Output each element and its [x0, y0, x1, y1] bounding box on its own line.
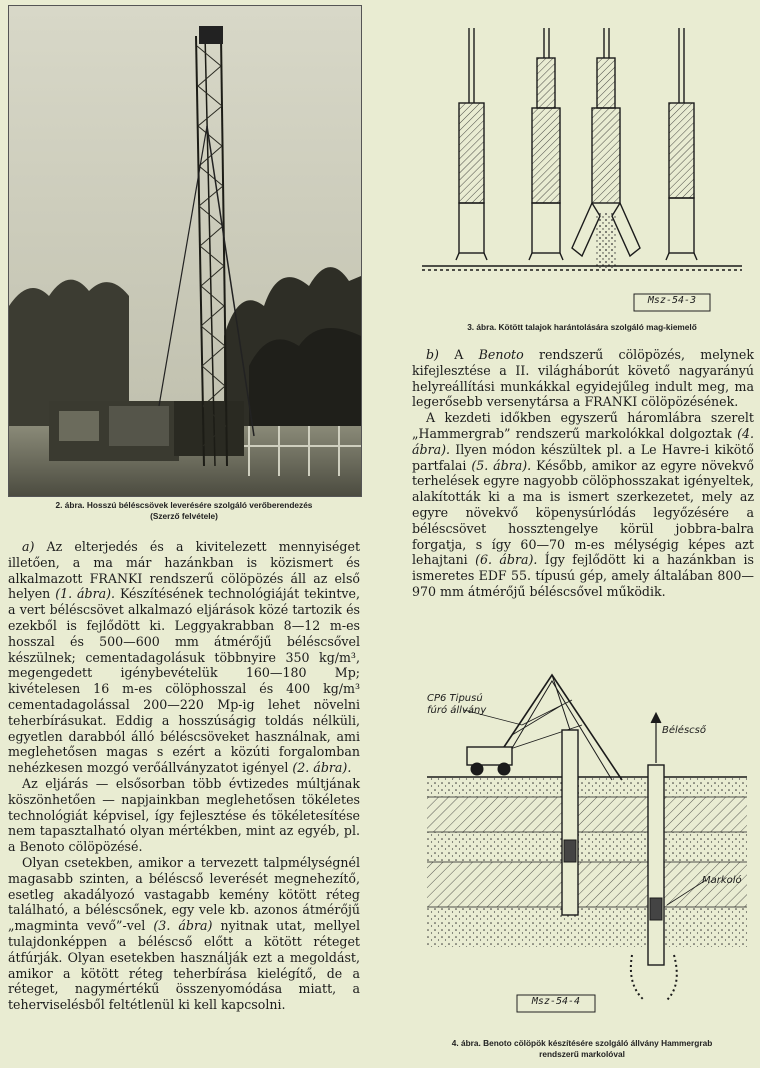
figure-4-caption-line2: rendszerű markolóval	[539, 1049, 625, 1059]
figure-2-caption-line2: (Szerző felvétele)	[150, 511, 218, 521]
figure-4-rig-label	[427, 693, 486, 717]
figure-4-drawing	[412, 655, 752, 1033]
figure-4-caption-line1: 4. ábra. Benoto cölöpök készítésére szolgáló állvány Hammergrab	[451, 1038, 713, 1048]
figure-2-caption-line1: 2. ábra. Hosszú béléscsövek leverésére szolgáló verőberendezés	[55, 500, 313, 510]
figure-3-stamp: Msz-54-3	[647, 295, 697, 306]
figure-2-photo	[8, 5, 362, 497]
figure-4-grab-label: Markoló	[702, 875, 742, 886]
figure-4-caption	[412, 1038, 752, 1060]
paragraph-franki: a) Az elterjedés és a kivitelezett mennyiséget illetően, a ma már hazánkban is közismert és alkalmazott FRANKI rendszerű cölöpözés áll az első helyen (1. ábra). Készítésének technológiáját tekintve, a vert béléscsövet alkalmazó eljárások közé tartozik és ezekből is fejlődött ki. Leggyakrabban 8—12 m-es hosszal és 500—600 mm átmérőjű béléscsővel készülnek; cementadagolásuk többnyire 350 kg/m³, megengedett igénybevételük 160—180 Mp; kivételesen 16 m-es cölöphosszal és 400 kg/m³ cementadagolással 200—220 Mp-ig lehet növelni teherbírásukat. Eddig a hosszúságig toldás nélküli, egyetlen darabból álló béléscsöveket használnak, ami meglehetősen magas s ezért a közúti forgalomban nehézkesen mozgó verőállványzatot igényel (2. ábra).	[8, 539, 360, 776]
right-text-column	[412, 347, 754, 600]
pile-driver-photo-illustration	[9, 6, 361, 496]
enum-b: b)	[426, 347, 439, 362]
paragraph-process: Az eljárás — elsősorban több évtizedes múltjának köszönhetően — napjainkban meglehetősen tökéletes technológiát képvisel, így fejlesztése és tökéletesítése nem tapasztalható olyan mértékben, mint az egyéb, pl. a Benoto cölöpözésé.	[8, 775, 360, 855]
paragraph-hammergrab: A kezdeti időkben egyszerű háromlábra szerelt „Hammergrab” rendszerű markolókkal dolgoztak (4. ábra). Ilyen módon készültek pl. a Le Havre-i kikötő partfalai (5. ábra). Később, amikor az egyre növekvő terhelések egyre nagyobb cölöphosszakat igényeltek, alakították ki a ma is ismert szerkezetet, mely az egyre növekvő köpenysúrlódás legyőzésére a béléscsövet hossztengelye körül jobbra-balra forgatja, s így 60—70 m-es mélységig képes azt lehajtani (6. ábra). Így fejlődött ki a hazánkban is ismeretes EDF 55. típusú gép, amely általában 800—970 mm átmérőjű béléscsővel működik.	[412, 410, 755, 599]
figure-4-casing-label: Béléscső	[662, 725, 706, 736]
figure-4-rig-label-line2: fúró állvány	[427, 705, 487, 716]
paragraph-core-sampler: Olyan csetekben, amikor a tervezett talpmélységnél magasabb szinten, a béléscső leverését megnehezítő, esetleg akadályozó vastagabb kemény kötött réteg található, a béléscsőnek, egy vele kb. azonos átmérőjű „magminta vevő”-vel (3. ábra) nyitnak utat, mellyel tulajdonképpen a béléscső előtt a kötött réteget átfúrják. Olyan esetekben használják ezt a megoldást, amikor a kötött réteg teherbírása kielégítő, de a réteget, nagymértékű összenyomódása miatt, a teherviselésből feltétlenül ki kell kapcsolni.	[8, 854, 360, 1013]
figure-3-drawing	[412, 8, 752, 318]
figure-4-stamp: Msz-54-4	[531, 996, 581, 1007]
figure-2-caption	[8, 500, 360, 522]
core-sampler-illustration	[412, 8, 752, 318]
enum-a: a)	[22, 539, 35, 554]
paragraph-benoto: b) A Benoto rendszerű cölöpözés, melynek kifejlesztése a II. világháborút követő nagyarányú helyreállítási munkákkal egyidejűleg indult meg, ma legerősebb versenytársa a FRANKI cölöpözésének.	[412, 347, 754, 410]
figure-4-rig-label-line1: CP6 Tipusú	[427, 693, 483, 704]
left-text-column	[8, 539, 360, 1013]
figure-3-caption: 3. ábra. Kötött talajok harántolására szolgáló mag-kiemelő	[467, 322, 697, 332]
